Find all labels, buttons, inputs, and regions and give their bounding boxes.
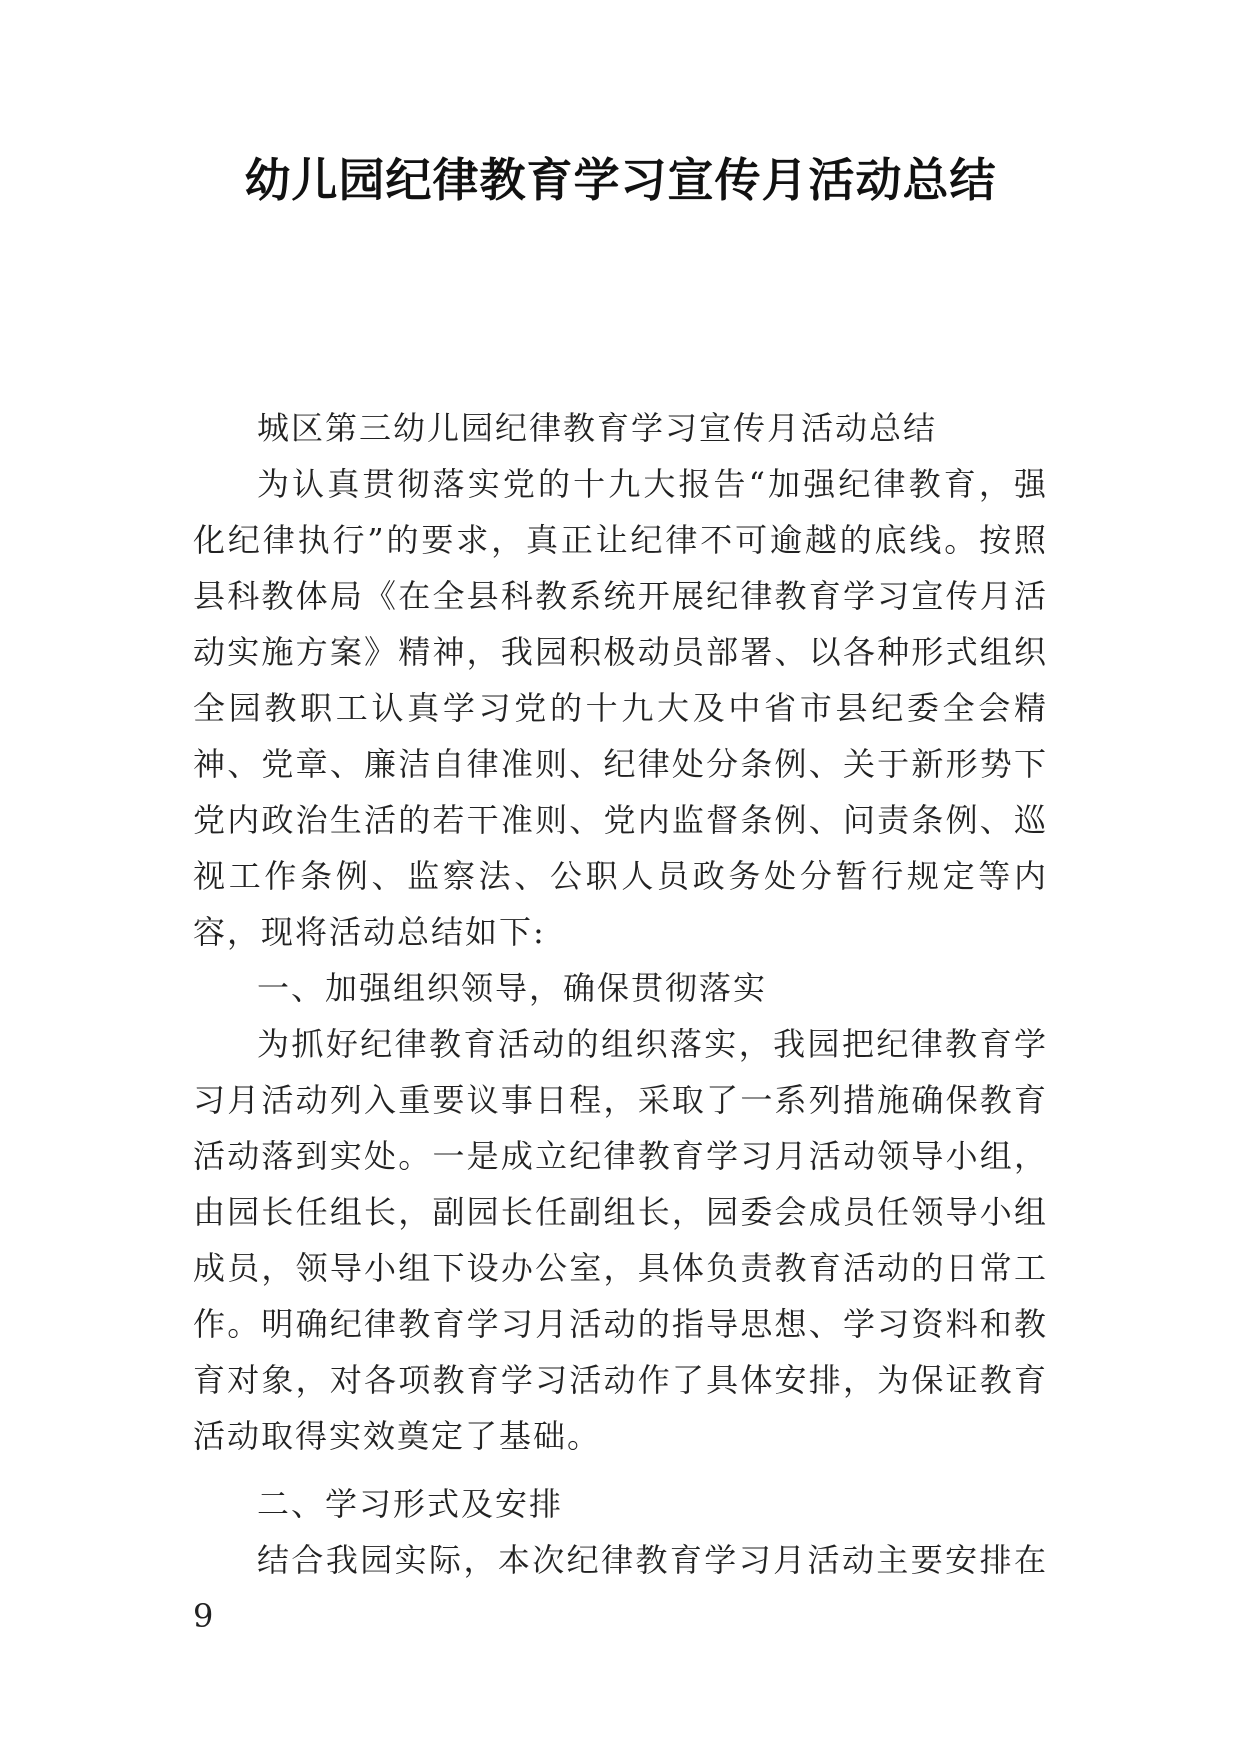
intro-paragraph: 为认真贯彻落实党的十九大报告“加强纪律教育，强化纪律执行”的要求，真正让纪律不可逾越的底线。按照县科教体局《在全县科教系统开展纪律教育学习宣传月活动实施方案》精神，我园积极动员部署、以各种形式组织全园教职工认真学习党的十九大及中省市县纪委全会精神、党章、廉洁自律准则、纪律处分条例、关于新形势下党内政治生活的若干准则、党内监督条例、问责条例、巡视工作条例、监察法、公职人员政务处分暂行规定等内容，现将活动总结如下: [193, 465, 1048, 951]
subtitle-paragraph: 城区第三幼儿园纪律教育学习宣传月活动总结 [257, 409, 938, 447]
document-title: 幼儿园纪律教育学习宣传月活动总结 [244, 153, 997, 207]
section-heading-2: 二、学习形式及安排 [257, 1485, 564, 1523]
section-heading-1: 一、加强组织领导，确保贯彻落实 [257, 969, 768, 1007]
document-body [193, 400, 1048, 1644]
section-paragraph-1: 为抓好纪律教育活动的组织落实，我园把纪律教育学习月活动列入重要议事日程，采取了一系列措施确保教育活动落到实处。一是成立纪律教育学习月活动领导小组，由园长任组长，副园长任副组长，园委会成员任领导小组成员，领导小组下设办公室，具体负责教育活动的日常工作。明确纪律教育学习月活动的指导思想、学习资料和教育对象，对各项教育学习活动作了具体安排，为保证教育活动取得实效奠定了基础。 [193, 1025, 1048, 1455]
section-paragraph-2: 结合我园实际，本次纪律教育学习月活动主要安排在9 [193, 1541, 1048, 1635]
